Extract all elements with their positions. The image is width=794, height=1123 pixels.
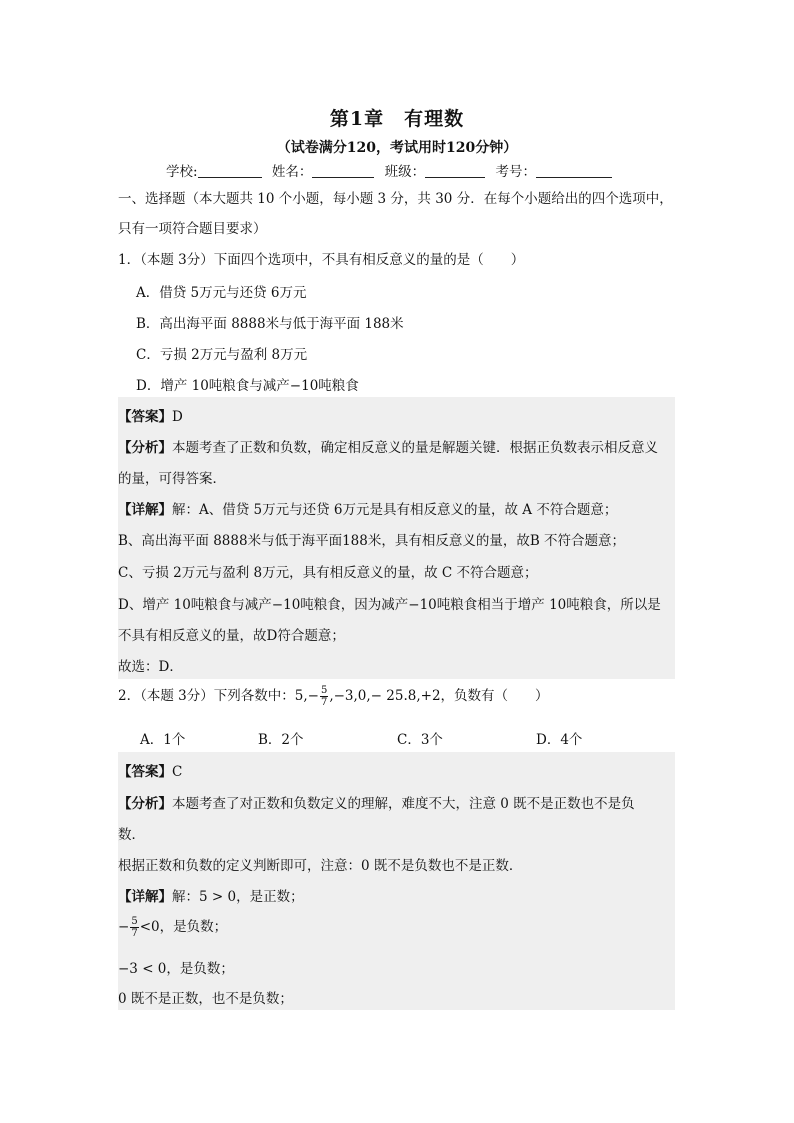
- q2-detail-1: 【详解】解：5 > 0，是正数；: [118, 889, 304, 905]
- q1-detail-4: D、增产 10吨粮食与减产−10吨粮食，因为减产−10吨粮食相当于增产 10吨粮食，所以是: [118, 597, 661, 613]
- q2-answer: 【答案】C: [118, 764, 183, 780]
- q1-detail-5: 不具有相反意义的量，故D符合题意；: [118, 628, 345, 644]
- q2-detail-4: 0 既不是正数，也不是负数；: [118, 991, 293, 1007]
- class-field[interactable]: [425, 163, 485, 178]
- q1-detail-3: C、亏损 2万元与盈利 8万元，具有相反意义的量，故 C 不符合题意；: [118, 565, 538, 581]
- name-label: 姓名：: [271, 164, 313, 180]
- q2-analysis-2: 数．: [118, 827, 145, 843]
- section-heading-line2: 只有一项符合题目要求）: [118, 221, 267, 237]
- q1-analysis-2: 的量，可得答案．: [118, 471, 226, 487]
- q1-detail-2: B、高出海平面 8888米与低于海平面188米，具有相反意义的量，故B 不符合题意；: [118, 533, 626, 549]
- exam-number-field[interactable]: [536, 163, 612, 178]
- class-label: 班级：: [384, 164, 426, 180]
- q1-detail-1: 【详解】解：A、借贷 5万元与还贷 6万元是具有相反意义的量，故 A 不符合题意；: [118, 502, 618, 518]
- school-field[interactable]: [198, 163, 262, 178]
- page-title: 第1章 有理数: [329, 108, 465, 130]
- q1-option-a: A．借贷 5万元与还贷 6万元: [136, 285, 307, 301]
- q2-analysis-3: 根据正数和负数的定义判断即可，注意：0 既不是负数也不是正数．: [118, 858, 523, 874]
- q2-stem: 2．（本题 3分）下列各数中：5,− $\frac{5}{7}$ ,−3,0,− 25.8,+2，负数有（ ）: [118, 685, 549, 708]
- q1-option-c: C．亏损 2万元与盈利 8万元: [136, 347, 308, 363]
- q1-detail-6: 故选：D．: [118, 659, 183, 675]
- school-label: 学校:: [166, 164, 198, 180]
- q1-analysis-1: 【分析】本题考查了正数和负数，确定相反意义的量是解题关键．根据正负数表示相反意义: [118, 440, 658, 456]
- q2-detail-3: −3 < 0，是负数；: [118, 961, 234, 977]
- q1-option-b: B．高出海平面 8888米与低于海平面 188米: [136, 316, 404, 332]
- student-info-row: [166, 160, 618, 180]
- name-field[interactable]: [312, 163, 374, 178]
- q2-detail-2: − $\frac{5}{7}$ <0，是负数；: [118, 916, 228, 939]
- fraction: $\frac{5}{7}$: [131, 916, 138, 939]
- number-label: 考号：: [495, 164, 536, 180]
- q1-stem: 1．（本题 3分）下面四个选项中，不具有相反意义的量的是（ ）: [118, 252, 525, 268]
- q1-option-d: D．增产 10吨粮食与减产−10吨粮食: [136, 378, 359, 394]
- section-heading-line1: 一、选择题（本大题共 10 个小题，每小题 3 分，共 30 分．在每个小题给出的四个选项中，: [118, 191, 673, 207]
- q2-option-a: A．1个: [140, 732, 186, 748]
- q2-option-b: B．2个: [258, 732, 304, 748]
- q2-analysis-1: 【分析】本题考查了对正数和负数定义的理解，难度不大，注意 0 既不是正数也不是负: [118, 796, 635, 812]
- q1-answer: 【答案】D: [118, 409, 183, 425]
- fraction: $\frac{5}{7}$: [320, 685, 328, 708]
- q2-option-c: C．3个: [397, 732, 443, 748]
- page-subtitle: （试卷满分120，考试用时120分钟）: [276, 140, 518, 156]
- q2-option-d: D．4个: [536, 732, 583, 748]
